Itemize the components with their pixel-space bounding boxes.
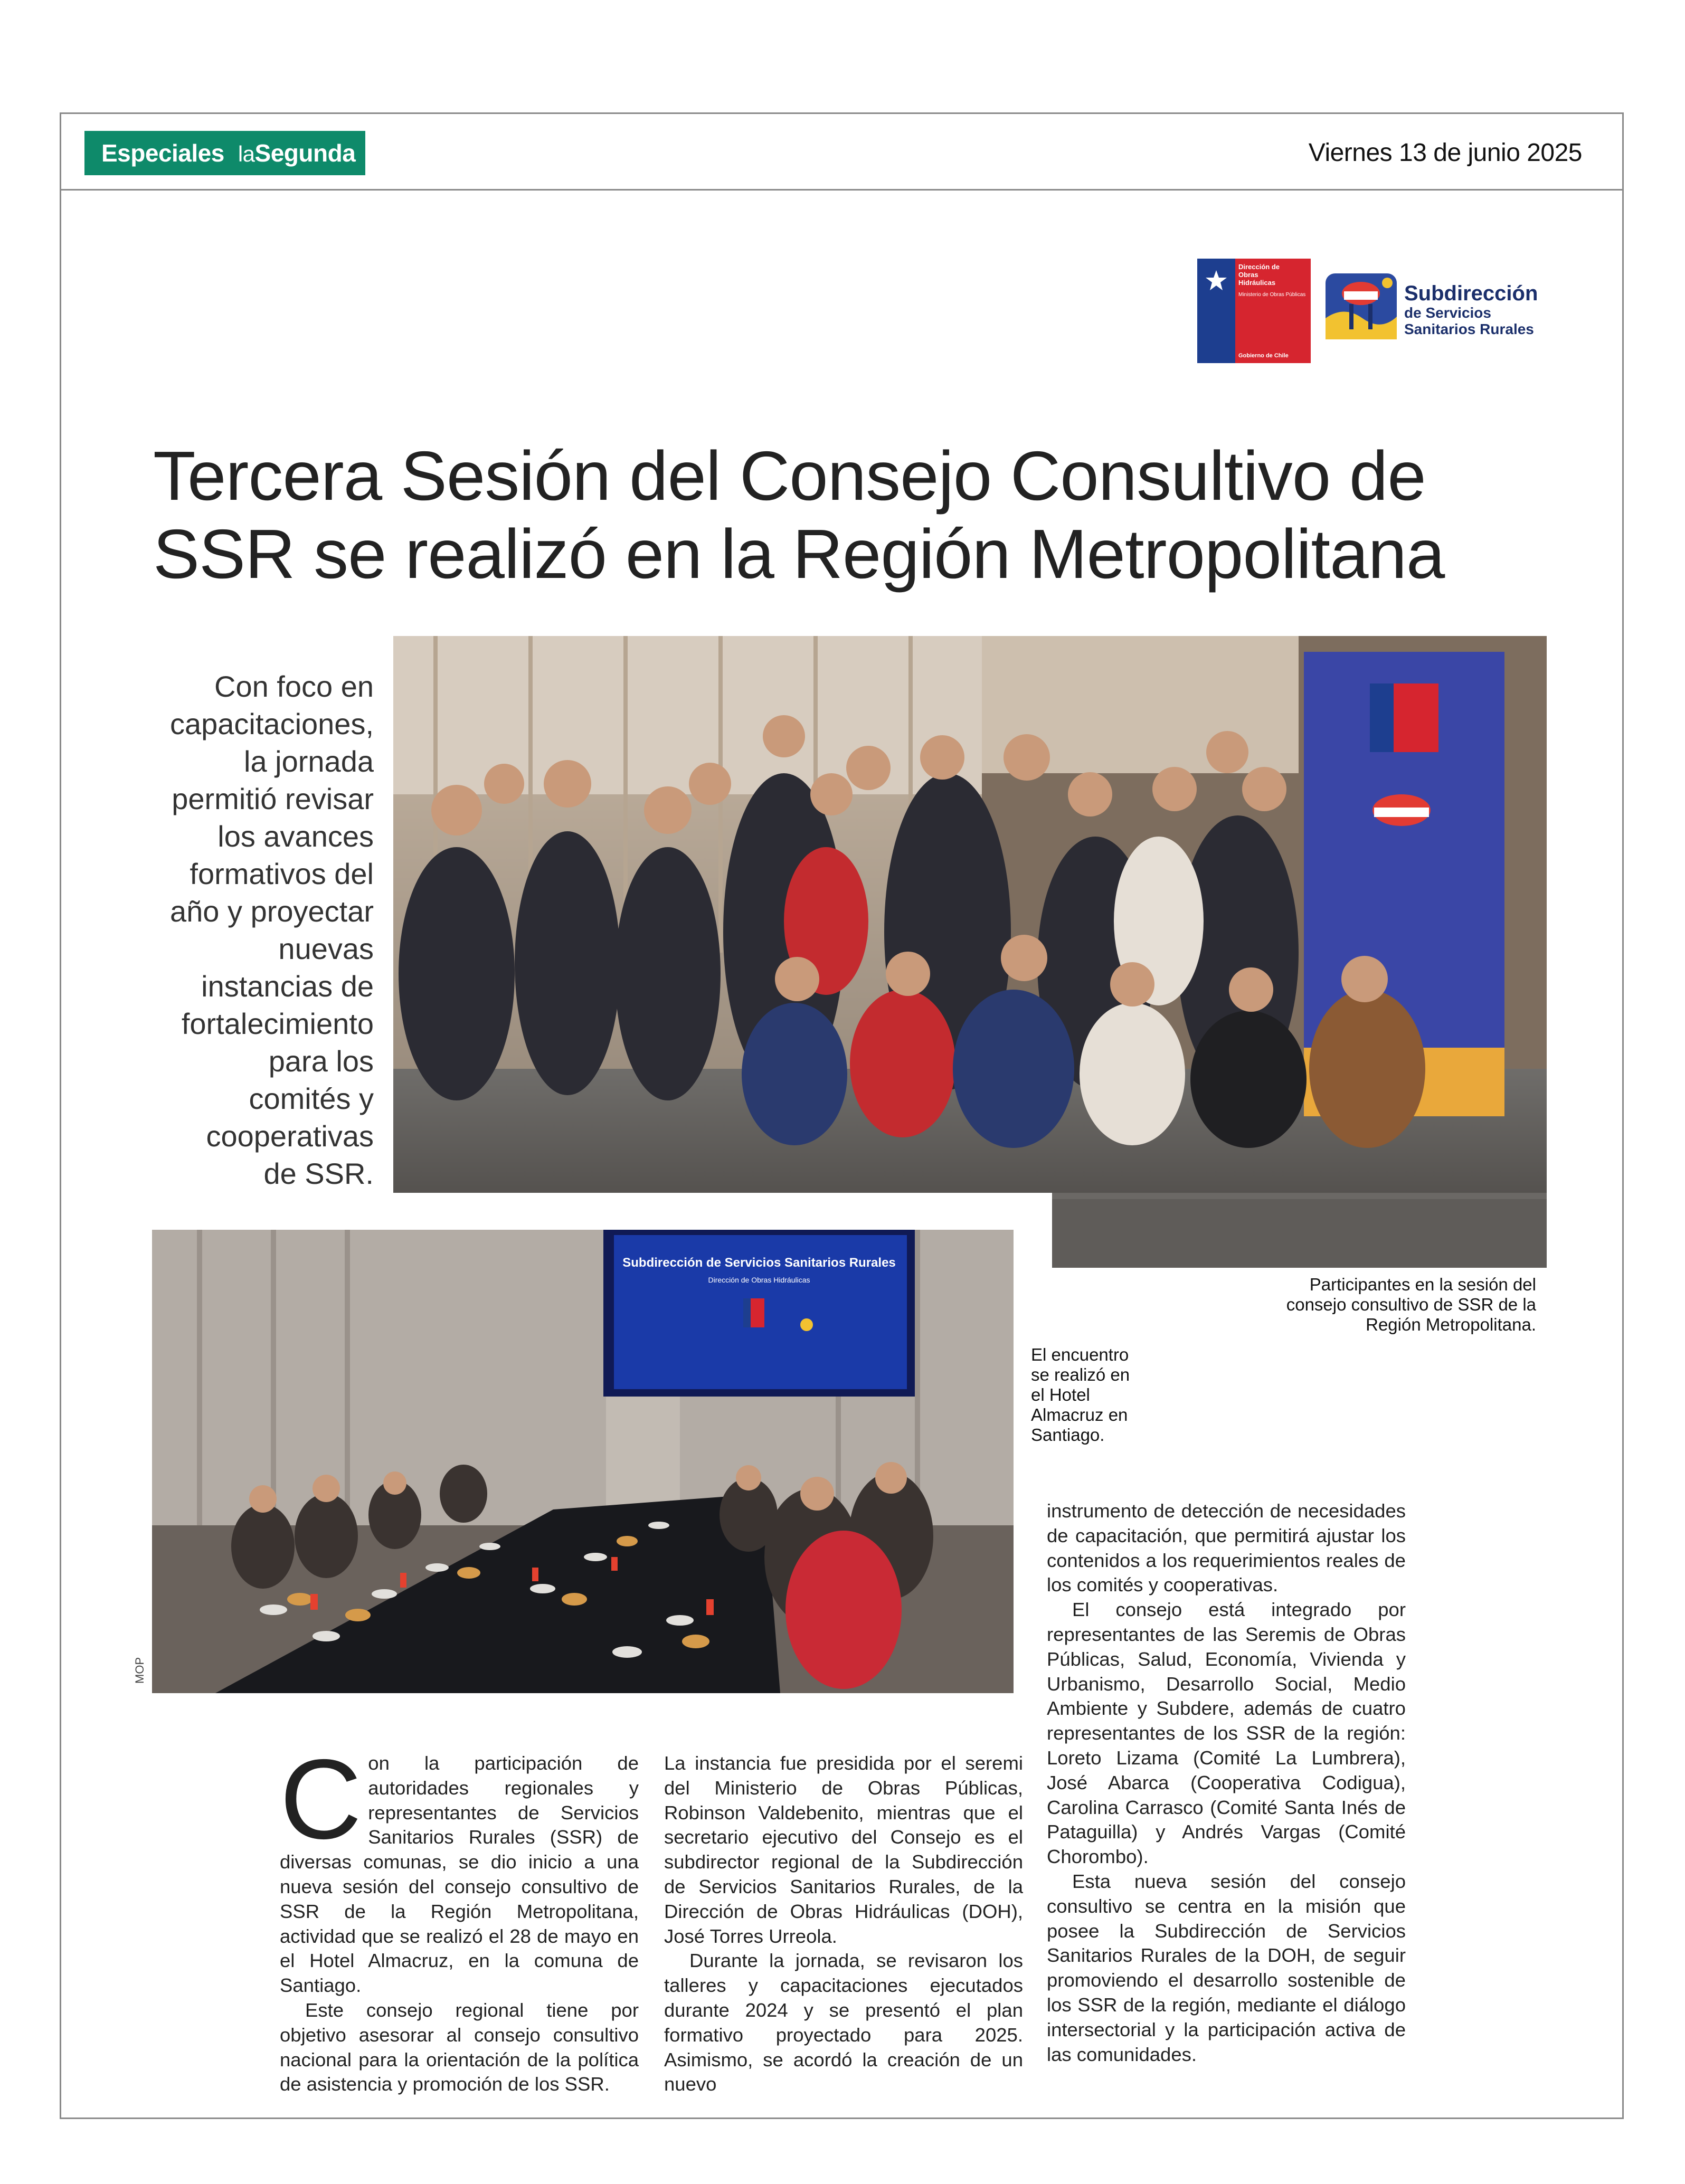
body-paragraph: on la participación de autoridades regionales y representantes de Servicios Sanitarios Rurales (SSR) de diversas comunas, se dio inicio a una nueva sesión del consejo consultivo de SSR de la Región Metropolitana, actividad que se realizó el 28 de mayo en el Hotel Almacruz, en la comuna de Santiago. bbox=[280, 1752, 639, 1997]
group-photo-floor bbox=[1052, 1193, 1547, 1268]
photo-caption-meeting: El encuentro se realizó en el Hotel Almacruz en Santiago. bbox=[1031, 1345, 1130, 1445]
publication-logo: laSegunda bbox=[238, 139, 356, 167]
chile-star-icon bbox=[1205, 269, 1228, 292]
sponsor-logos bbox=[1197, 259, 1546, 363]
article-dek: Con foco en capacitaciones, la jornada permitió revisar los avances formativos del año y proyectar nuevas instancias de fortalecimiento para los comités y cooperativas de SSR. bbox=[169, 670, 374, 1190]
screen-title: Subdirección de Servicios Sanitarios Rurales bbox=[622, 1256, 896, 1270]
body-paragraph: Este consejo regional tiene por objetivo asesorar al consejo consultivo nacional para la orientación de la política de asistencia y promoción de los SSR. bbox=[280, 1999, 639, 2095]
article-headline: Tercera Sesión del Consejo Consultivo de SSR se realizó en la Región Metropolitana bbox=[153, 437, 1445, 593]
body-paragraph: El consejo está integrado por representantes de las Seremis de Obras Públicas, Salud, Economía, Vivienda y Urbanismo, Desarrollo Social, Medio Ambiente y Subdere, además de cuatro representantes de los SSR de la región: Loreto Lizama (Comité La Lumbrera), José Abarca (Cooperativa Codigua), Carolina Carrasco (Comité Santa Inés de Pataguilla) y Andrés Vargas (Comité Chorombo). bbox=[1047, 1599, 1406, 1868]
group-photo bbox=[393, 636, 1547, 1193]
section-badge bbox=[84, 131, 365, 175]
screen-subtitle: Dirección de Obras Hidráulicas bbox=[708, 1276, 810, 1284]
doh-logo: Dirección de Obras Hidráulicas Ministerio de Obras Públicas Gobierno de Chile bbox=[1197, 259, 1311, 363]
header-divider bbox=[60, 189, 1624, 191]
body-column-1 bbox=[280, 1735, 639, 2097]
water-tower-icon bbox=[1323, 268, 1399, 345]
dropcap: C bbox=[280, 1735, 362, 1863]
ssr-logo-text: Subdirección de Servicios Sanitarios Rurales bbox=[1404, 282, 1538, 337]
body-paragraph: La instancia fue presidida por el seremi del Ministerio de Obras Públicas, Robinson Valdebenito, mientras que el secretario ejecutivo del Consejo es el subdirector regional de la Subdirección de Servicios Sanitarios Rurales, de la Dirección de Obras Hidráulicas (DOH), José Torres Urreola. bbox=[664, 1752, 1023, 1947]
photo-credit: MOP bbox=[133, 1657, 146, 1684]
issue-date: Viernes 13 de junio 2025 bbox=[1308, 139, 1582, 167]
body-column-2 bbox=[664, 1751, 1023, 2097]
body-column-3 bbox=[1047, 1499, 1406, 2067]
body-paragraph: Esta nueva sesión del consejo consultivo se centra en la misión que posee la Subdirección de Servicios Sanitarios Rurales de la DOH, de seguir promoviendo el desarrollo sostenible de los SSR de la región, mediante el diálogo intersectorial y la participación activa de las comunidades. bbox=[1047, 1870, 1406, 2065]
section-label: Especiales bbox=[101, 139, 224, 167]
body-paragraph: Durante la jornada, se revisaron los talleres y capacitaciones ejecutados durante 2024 y se presentó el plan formativo proyectado para 2025. Asimismo, se acordó la creación de un nuevo bbox=[664, 1950, 1023, 2095]
body-paragraph: instrumento de detección de necesidades de capacitación, que permitirá ajustar los contenidos a los requerimientos reales de los comités y cooperativas. bbox=[1047, 1500, 1406, 1596]
photo-caption-group: Participantes en la sesión del consejo consultivo de SSR de la Región Metropolitana. bbox=[1286, 1275, 1536, 1334]
meeting-photo bbox=[152, 1230, 1014, 1693]
